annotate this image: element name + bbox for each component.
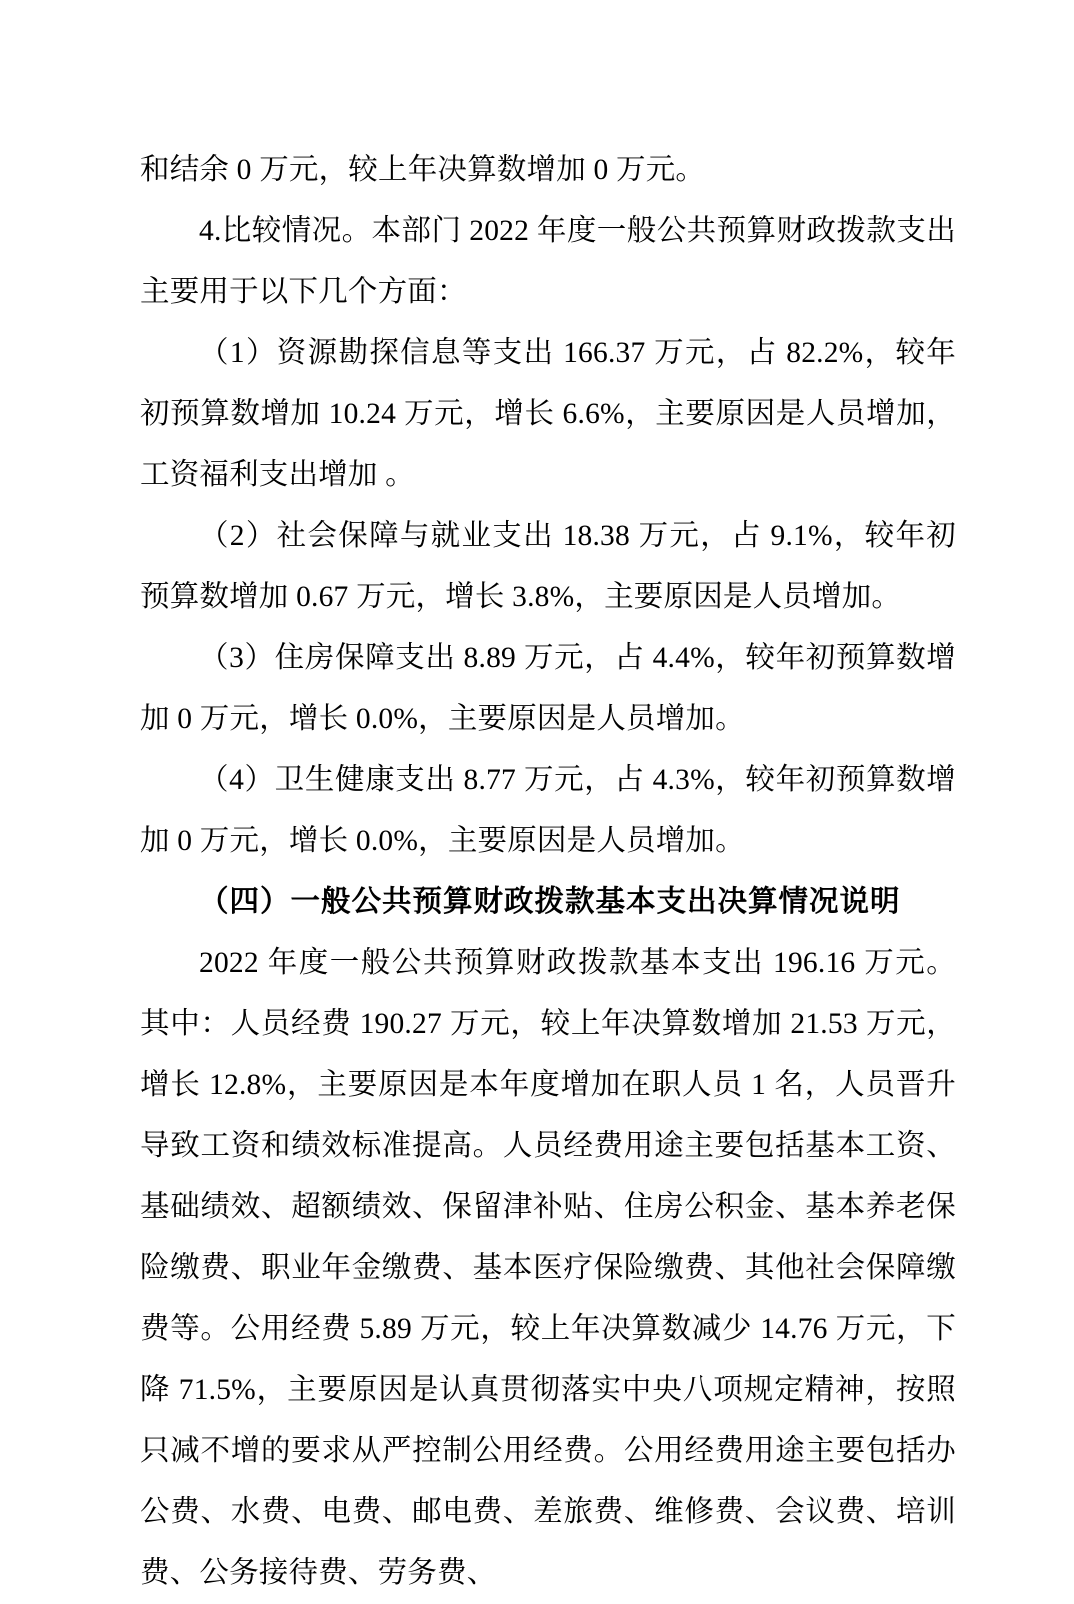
paragraph-item-3: （3）住房保障支出 8.89 万元，占 4.4%，较年初预算数增加 0 万元，增长 0.0%，主要原因是人员增加。	[140, 642, 956, 735]
paragraph-comparison-intro: 4.比较情况。本部门 2022 年度一般公共预算财政拨款支出主要用于以下几个方面：	[140, 215, 956, 308]
document-body	[140, 140, 956, 1604]
paragraph-item-2: （2）社会保障与就业支出 18.38 万元，占 9.1%，较年初预算数增加 0.67 万元，增长 3.8%，主要原因是人员增加。	[140, 520, 956, 613]
paragraph-item-4: （4）卫生健康支出 8.77 万元，占 4.3%，较年初预算数增加 0 万元，增长 0.0%，主要原因是人员增加。	[140, 764, 956, 857]
paragraph-carryover: 和结余 0 万元，较上年决算数增加 0 万元。	[140, 154, 706, 186]
paragraph-basic-expenditure: 2022 年度一般公共预算财政拨款基本支出 196.16 万元。其中：人员经费 190.27 万元，较上年决算数增加 21.53 万元，增长 12.8%，主要原因是本年度增加在职人员 1 名，人员晋升导致工资和绩效标准提高。人员经费用途主要包括基本工资、基础绩效、超额绩效、保留津补贴、住房公积金、基本养老保险缴费、职业年金缴费、基本医疗保险缴费、其他社会保障缴费等。公用经费 5.89 万元，较上年决算数减少 14.76 万元，下降 71.5%，主要原因是认真贯彻落实中央八项规定精神，按照只减不增的要求从严控制公用经费。公用经费用途主要包括办公费、水费、电费、邮电费、差旅费、维修费、会议费、培训费、公务接待费、劳务费、	[140, 947, 956, 1589]
paragraph-item-1: （1）资源勘探信息等支出 166.37 万元，占 82.2%，较年初预算数增加 10.24 万元，增长 6.6%，主要原因是人员增加，工资福利支出增加 。	[140, 337, 956, 491]
section-heading: （四）一般公共预算财政拨款基本支出决算情况说明	[199, 886, 901, 918]
